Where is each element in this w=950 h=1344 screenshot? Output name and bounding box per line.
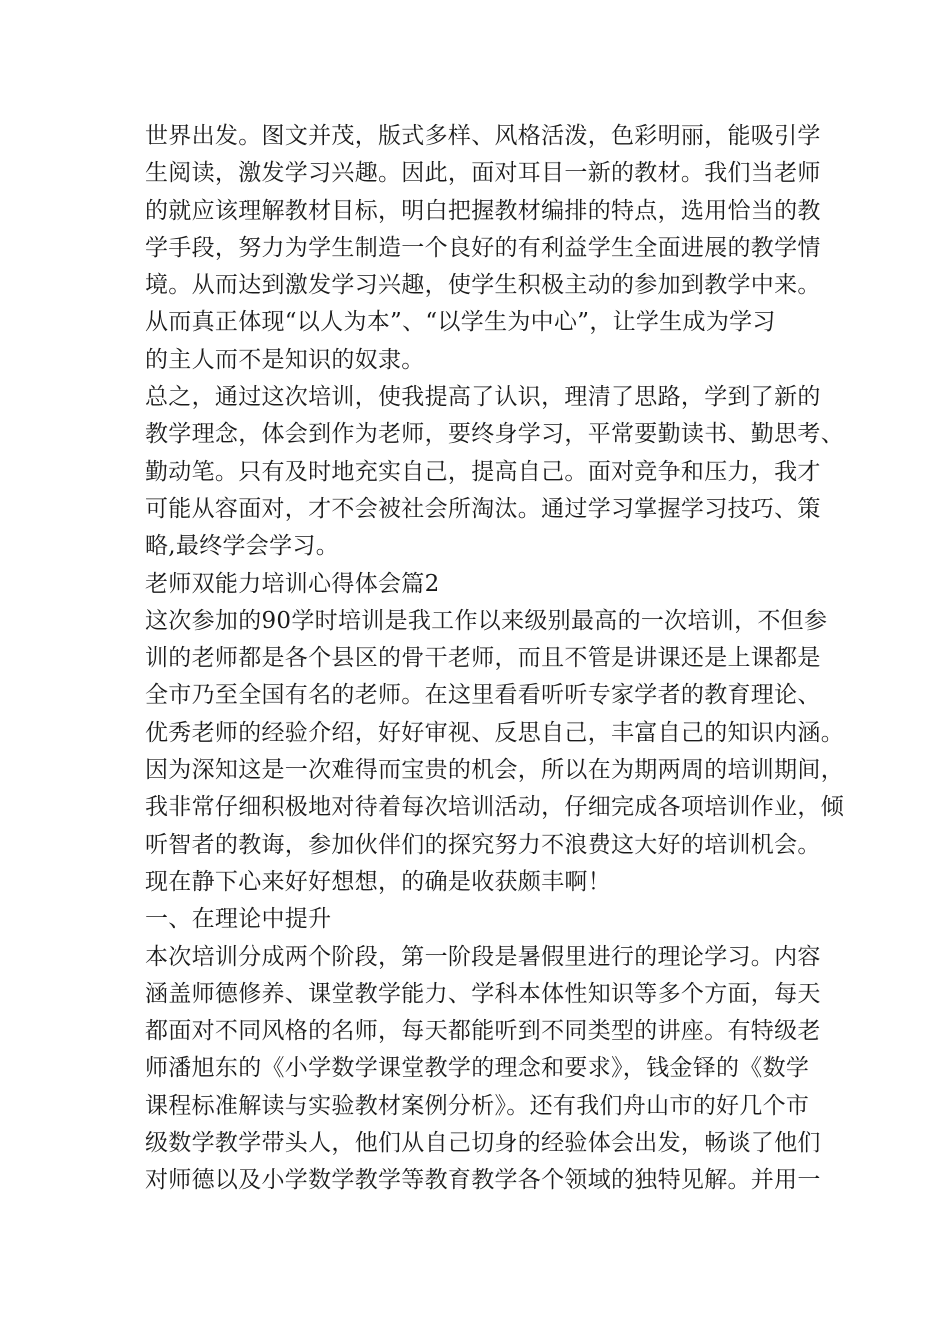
text-line: 本次培训分成两个阶段，第一阶段是暑假里进行的理论学习。内容 bbox=[145, 943, 821, 970]
text-line: 略,最终学会学习。 bbox=[145, 533, 340, 560]
text-line: 总之，通过这次培训，使我提高了认识，理清了思路，学到了新的 bbox=[145, 384, 821, 411]
text-line: 优秀老师的经验介绍，好好审视、反思自己，丰富自己的知识内涵。 bbox=[145, 719, 844, 746]
text-line: 的就应该理解教材目标，明白把握教材编排的特点，选用恰当的教 bbox=[145, 197, 821, 224]
text-line: 涵盖师德修养、课堂教学能力、学科本体性知识等多个方面，每天 bbox=[145, 980, 821, 1007]
text-line: 学手段，努力为学生制造一个良好的有利益学生全面进展的教学情 bbox=[145, 234, 821, 261]
text-line: 世界出发。图文并茂，版式多样、风格活泼，色彩明丽，能吸引学 bbox=[145, 123, 821, 149]
text-line: 都面对不同风格的名师，每天都能听到不同类型的讲座。有特级老 bbox=[145, 1018, 821, 1045]
text-line: 级数学教学带头人，他们从自己切身的经验体会出发，畅谈了他们 bbox=[145, 1130, 821, 1157]
text-line: 现在静下心来好好想想，的确是收获颇丰啊！ bbox=[145, 868, 611, 895]
text-line: 教学理念，体会到作为老师，要终身学习，平常要勤读书、勤思考、 bbox=[145, 421, 844, 448]
text-line: 从而真正体现“以人为本”、“以学生为中心”，让学生成为学习 bbox=[145, 309, 776, 336]
text-line: 勤动笔。只有及时地充实自己，提高自己。面对竞争和压力，我才 bbox=[145, 458, 821, 485]
subsection-heading: 一、在理论中提升 bbox=[145, 906, 332, 933]
text-line: 听智者的教诲，参加伙伴们的探究努力不浪费这大好的培训机会。 bbox=[145, 831, 821, 858]
section-heading: 老师双能力培训心得体会篇2 bbox=[145, 570, 440, 597]
text-line: 因为深知这是一次难得而宝贵的机会，所以在为期两周的培训期间， bbox=[145, 757, 844, 784]
text-line: 可能从容面对，才不会被社会所淘汰。通过学习掌握学习技巧、策 bbox=[145, 495, 821, 522]
text-line: 训的老师都是各个县区的骨干老师，而且不管是讲课还是上课都是 bbox=[145, 645, 821, 672]
text-line: 我非常仔细积极地对待着每次培训活动，仔细完成各项培训作业，倾 bbox=[145, 794, 844, 821]
text-line: 课程标准解读与实验教材案例分析》。还有我们舟山市的好几个市 bbox=[145, 1092, 810, 1119]
text-line: 境。从而达到激发学习兴趣，使学生积极主动的参加到教学中来。 bbox=[145, 272, 821, 299]
text-line: 全市乃至全国有名的老师。在这里看看听听专家学者的教育理论、 bbox=[145, 682, 821, 709]
text-line: 的主人而不是知识的奴隶。 bbox=[145, 346, 425, 373]
text-line: 对师德以及小学数学教学等教育教学各个领域的独特见解。并用一 bbox=[145, 1167, 821, 1194]
text-line: 师潘旭东的《小学数学课堂教学的理念和要求》，钱金铎的《数学 bbox=[145, 1055, 810, 1082]
document-body bbox=[145, 118, 844, 1200]
text-line: 生阅读，激发学习兴趣。因此，面对耳目一新的教材。我们当老师 bbox=[145, 160, 821, 187]
text-line: 这次参加的90学时培训是我工作以来级别最高的一次培训，不但参 bbox=[145, 607, 828, 634]
